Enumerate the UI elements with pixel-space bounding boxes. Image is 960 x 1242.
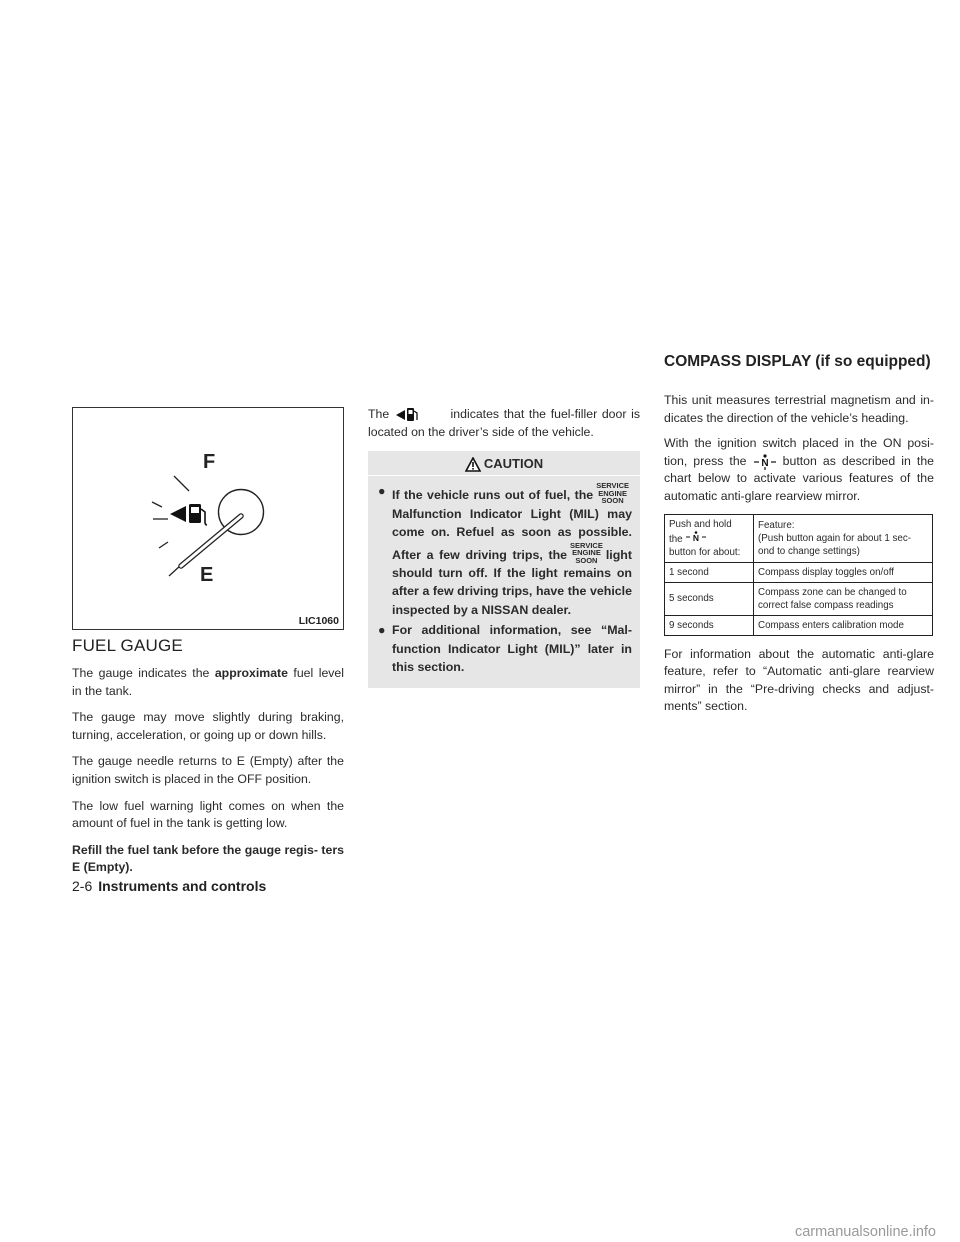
icon-line: SOON	[575, 555, 598, 565]
caution-item	[378, 482, 632, 619]
table-row	[665, 615, 933, 635]
paragraph: The gauge may move slightly during braking, turning, acceleration, or going up or down hills.	[72, 710, 344, 742]
text: indicates that the fuel-filler door is located on the driver’s side of the vehicle.	[368, 407, 640, 439]
paragraph	[664, 435, 934, 505]
table-cell: 5 seconds	[665, 582, 754, 615]
service-engine-soon-icon	[570, 542, 603, 565]
full-mark: F	[203, 451, 216, 473]
text: Malfunction Indicator Light (MIL) may come on. Refuel as soon as possible. After a few driving trips, the	[392, 506, 632, 562]
caution-text	[392, 482, 632, 619]
gauge-tick	[152, 502, 162, 507]
icon-line: SOON	[601, 496, 624, 506]
caution-item	[378, 621, 632, 676]
filler-side-arrow-icon	[170, 506, 186, 522]
filler-paragraph	[368, 406, 640, 441]
figure-code: LIC1060	[298, 615, 339, 627]
compass-feature-table	[664, 514, 933, 636]
table-header-cell	[754, 514, 933, 562]
svg-text:N: N	[693, 532, 700, 543]
table-cell: Compass zone can be changed to correct false compass readings	[754, 582, 933, 615]
paragraph: This unit measures terrestrial magnetism and in- dicates the direction of the vehicle’s heading.	[664, 393, 934, 425]
section-header: COMPASS DISPLAY (if so equipped)	[664, 353, 931, 370]
text: Feature:	[758, 519, 795, 531]
watermark: carmanualsonline.info	[794, 1224, 936, 1240]
svg-text:N: N	[760, 457, 769, 469]
empty-mark: E	[200, 564, 214, 586]
paragraph-bold: Refill the fuel tank before the gauge regis- ters E (Empty).	[72, 842, 344, 875]
gauge-needle	[181, 516, 241, 566]
caution-header	[368, 453, 640, 476]
icon-line: SERVICE	[596, 481, 629, 491]
text: button for about:	[669, 546, 741, 558]
icon-line: ENGINE	[572, 548, 601, 557]
caution-title: CAUTION	[483, 456, 544, 472]
paragraph: The gauge needle returns to E (Empty) after the ignition switch is placed in the OFF position.	[72, 754, 344, 786]
text: If the vehicle runs out of fuel, the	[392, 488, 594, 503]
fuel-gauge-title: FUEL GAUGE	[72, 636, 183, 655]
table-row	[665, 582, 933, 615]
compass-button-icon	[753, 454, 777, 470]
text: button as described in the chart below to activate various features of the automatic anti-glare rearview mirror.	[664, 453, 935, 503]
compass-button-icon	[685, 531, 707, 543]
fuel-gauge-figure	[72, 407, 344, 630]
text: The	[368, 407, 394, 421]
text: Push and hold	[669, 518, 732, 530]
text: (Push button again for about 1 sec- ond to change settings)	[758, 532, 912, 557]
bullet: ●	[378, 484, 386, 499]
table-header-row	[665, 514, 933, 562]
page-number: 2-6	[72, 878, 93, 894]
warning-triangle-icon	[465, 457, 481, 472]
emphasis: approximate	[214, 666, 288, 680]
text: With the ignition switch placed in the ON posi- tion, press the	[664, 436, 934, 468]
table-row	[665, 562, 933, 582]
table-cell: 9 seconds	[665, 615, 754, 635]
text: light should turn off. If the light remains on after a few driving trips, have the vehicle inspected by a NISSAN dealer.	[392, 547, 632, 617]
text: fuel level in the tank.	[72, 666, 344, 698]
gauge-tick	[159, 542, 168, 548]
icon-line: SERVICE	[570, 540, 603, 550]
fuel-gauge-body	[72, 665, 344, 886]
service-engine-soon-icon	[596, 482, 629, 505]
bullet: ●	[378, 623, 386, 638]
paragraph: The low fuel warning light comes on when the amount of fuel in the tank is getting low.	[72, 798, 344, 831]
paragraph: For information about the automatic anti-glare feature, refer to “Automatic anti-glare rearview mirror” in the “Pre-driving checks and adjust- ments” section.	[664, 646, 934, 714]
compass-column	[664, 392, 934, 724]
text: The gauge indicates the	[72, 666, 215, 680]
fuel-gauge-illustration	[73, 408, 342, 628]
fuel-pump-icon	[189, 504, 207, 525]
page-footer	[72, 878, 266, 894]
table-cell: 1 second	[665, 562, 754, 582]
icon-line: ENGINE	[598, 488, 627, 498]
table-cell: Compass display toggles on/off	[754, 562, 933, 582]
paragraph	[72, 665, 344, 700]
filler-column	[368, 406, 640, 688]
table-header-cell	[665, 514, 754, 562]
fuel-filler-side-icon	[394, 407, 446, 423]
caution-box	[368, 451, 640, 688]
table-cell: Compass enters calibration mode	[754, 615, 933, 635]
caution-text: For additional information, see “Mal- function Indicator Light (MIL)” later in this section.	[392, 623, 632, 675]
chapter-title: Instruments and controls	[98, 878, 267, 894]
gauge-tick	[174, 476, 189, 491]
text: the	[669, 533, 683, 545]
